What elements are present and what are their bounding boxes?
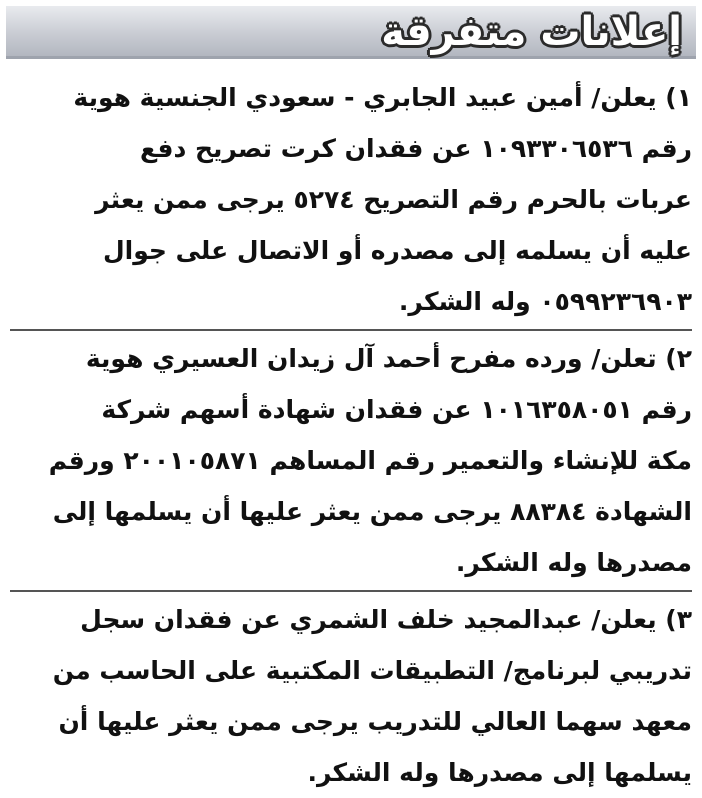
ad-item-1 — [10, 72, 692, 327]
ad-line: ١) يعلن/ أمين عبيد الجابري - سعودي الجنسية هوية — [73, 83, 692, 112]
ad-line: رقم ١٠١٦٣٥٨٠٥١ عن فقدان شهادة أسهم شركة — [101, 395, 692, 424]
ad-divider — [10, 329, 692, 331]
ad-line: ٣) يعلن/ عبدالمجيد خلف الشمري عن فقدان سجل — [80, 605, 692, 634]
ad-line: تدريبي لبرنامج/ التطبيقات المكتبية على الحاسب من — [52, 656, 692, 685]
ad-line: مصدرها وله الشكر. — [455, 548, 692, 577]
ad-line: رقم ١٠٩٣٣٠٦٥٣٦ عن فقدان كرت تصريح دفع — [140, 134, 692, 163]
ad-line: ٢) تعلن/ ورده مفرح أحمد آل زيدان العسيري هوية — [85, 344, 692, 373]
header-bar — [6, 6, 696, 59]
ad-line: مكة للإنشاء والتعمير رقم المساهم ٢٠٠١٠٥٨٧١ ورقم — [48, 446, 692, 475]
ad-item-2 — [10, 333, 692, 588]
ad-line: عربات بالحرم رقم التصريح ٥٢٧٤ يرجى ممن يعثر — [95, 185, 692, 214]
ad-divider — [10, 590, 692, 592]
ad-item-3 — [10, 594, 692, 798]
header — [0, 0, 702, 68]
ad-line: معهد سهما العالي للتدريب يرجى ممن يعثر عليها أن — [58, 707, 692, 736]
page-title: إعلانات متفرقة — [381, 9, 682, 55]
ad-line: الشهادة ٨٨٣٨٤ يرجى ممن يعثر عليها أن يسلمها إلى — [52, 497, 692, 526]
ad-line: يسلمها إلى مصدرها وله الشكر. — [307, 758, 692, 787]
ad-line: عليه أن يسلمه إلى مصدره أو الاتصال على جوال — [102, 236, 692, 265]
ad-line: ٠٥٩٩٢٣٦٩٠٣ وله الشكر. — [398, 287, 692, 316]
classified-ads — [10, 72, 692, 798]
